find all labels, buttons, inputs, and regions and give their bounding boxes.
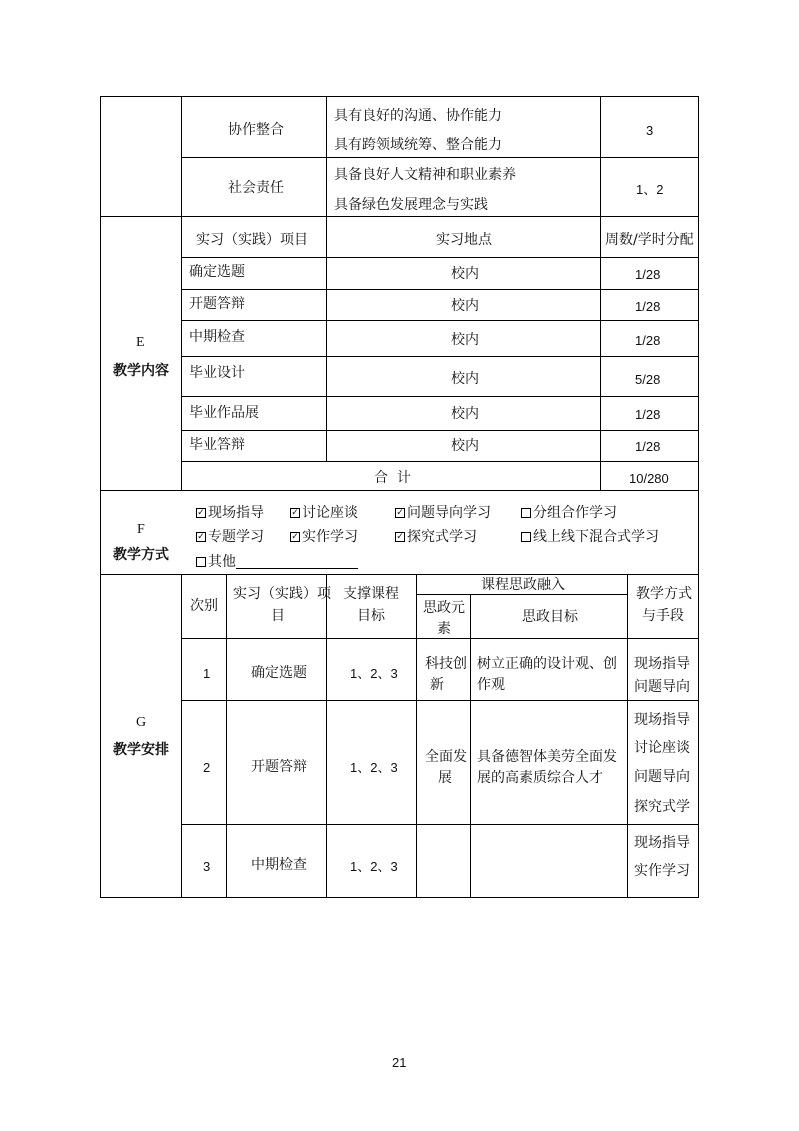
page-number: 21 [392, 1055, 407, 1070]
row-divider [181, 157, 699, 158]
checkbox-checked-icon [290, 508, 300, 518]
table-cell: 确定选题 [251, 665, 307, 681]
table-cell: 1、2、3 [350, 666, 398, 681]
table-cell: 1/28 [635, 407, 661, 422]
method-option: 分组合作学习 [521, 506, 617, 520]
table-cell: 作观 [477, 677, 505, 693]
ability-item: 社会责任 [228, 180, 284, 196]
table-cell: 现场指导 [634, 656, 690, 672]
table-cell: 1/28 [635, 267, 661, 282]
section-letter: F [137, 522, 145, 537]
table-cell: 现场指导 [634, 712, 690, 728]
table-cell: 中期检查 [251, 857, 307, 873]
method-option: ✓ 讨论座谈 [290, 506, 358, 520]
table-cell: 校内 [451, 438, 479, 454]
table-cell: 1、2、3 [350, 859, 398, 874]
table-cell: 1/28 [635, 439, 661, 454]
blank-underline [236, 556, 358, 569]
table-border-right [698, 96, 699, 898]
table-cell: 新 [430, 677, 444, 693]
col-divider [181, 96, 182, 491]
method-option: ✓专题学习 [196, 530, 264, 544]
support-target: 1、2 [636, 182, 664, 197]
col-divider [326, 96, 327, 462]
table-cell: 校内 [451, 298, 479, 314]
column-header: 目 [271, 608, 285, 624]
table-cell: 2 [203, 760, 211, 775]
table-cell: 探究式学 [634, 799, 690, 815]
section-label: 教学方式 [113, 547, 169, 563]
row-divider [181, 356, 699, 357]
ideology-header-divider [416, 594, 627, 595]
total-label: 合 计 [374, 470, 411, 486]
total-value: 10/280 [629, 471, 669, 486]
checkbox-empty-icon [521, 532, 531, 542]
column-header: 实习（实践）项目 [196, 232, 308, 248]
column-header: 教学方式 [636, 586, 692, 602]
row-divider [181, 257, 699, 258]
section-f-top [100, 490, 699, 491]
table-cell: 毕业设计 [189, 365, 245, 381]
column-header: 思政目标 [522, 609, 578, 625]
col-divider [627, 574, 628, 898]
checkbox-checked-icon [290, 532, 300, 542]
section-e-top [100, 216, 699, 217]
table-cell: 全面发 [425, 749, 467, 765]
table-border-left [100, 96, 101, 898]
section-letter: E [136, 335, 145, 350]
row-divider [181, 461, 699, 462]
table-cell: 展的高素质综合人才 [477, 770, 603, 786]
col-divider [600, 96, 601, 491]
section-label: 教学安排 [113, 742, 169, 758]
column-header: 目标 [357, 608, 385, 624]
column-header: 与手段 [642, 608, 684, 624]
method-option: ✓ 探究式学习 [395, 530, 477, 544]
column-header: 实习（实践）项 [233, 586, 331, 602]
row-divider [181, 700, 699, 701]
table-cell: 开题答辩 [189, 296, 245, 312]
col-divider [326, 574, 327, 898]
table-cell: 问题导向 [634, 679, 690, 695]
checkbox-checked-icon [196, 532, 206, 542]
checkbox-checked-icon [395, 532, 405, 542]
table-cell: 开题答辩 [251, 759, 307, 775]
table-cell: 现场指导 [634, 835, 690, 851]
col-divider [416, 574, 417, 898]
row-divider [181, 320, 699, 321]
ability-description: 具有良好的沟通、协作能力 [334, 108, 502, 124]
checkbox-empty-icon [196, 557, 206, 567]
method-option: ✓现场指导 [196, 506, 264, 520]
table-cell: 具备德智体美劳全面发 [477, 749, 617, 765]
checkbox-empty-icon [521, 508, 531, 518]
table-cell: 1、2、3 [350, 760, 398, 775]
method-option: 线上线下混合式学习 [521, 530, 659, 544]
table-cell: 讨论座谈 [634, 740, 690, 756]
col-divider [226, 574, 227, 898]
section-letter: G [136, 715, 147, 730]
table-cell: 确定选题 [189, 264, 245, 280]
table-cell: 树立正确的设计观、创 [477, 656, 617, 672]
table-cell: 1/28 [635, 299, 661, 314]
checkbox-checked-icon [196, 508, 206, 518]
table-cell: 3 [203, 859, 211, 874]
table-border-bottom [100, 897, 699, 898]
column-header: 周数/学时分配 [605, 232, 694, 248]
row-divider [181, 824, 699, 825]
column-header: 支撑课程 [343, 586, 399, 602]
table-cell: 问题导向 [634, 769, 690, 785]
ability-description: 具有跨领域统筹、整合能力 [334, 137, 502, 153]
column-header: 素 [437, 621, 451, 637]
checkbox-checked-icon [395, 508, 405, 518]
support-target: 3 [646, 123, 654, 138]
ability-description: 具备绿色发展理念与实践 [334, 197, 488, 213]
section-label: 教学内容 [113, 363, 169, 379]
column-header: 思政元 [423, 600, 465, 616]
row-divider [181, 289, 699, 290]
section-g-top [100, 574, 699, 575]
method-option-other: 其他 [196, 555, 358, 569]
method-option: ✓ 问题导向学习 [395, 506, 491, 520]
row-divider [181, 638, 699, 639]
column-header: 实习地点 [436, 232, 492, 248]
table-cell: 1/28 [635, 333, 661, 348]
table-cell: 毕业作品展 [189, 405, 259, 421]
row-divider [181, 430, 699, 431]
ability-description: 具备良好人文精神和职业素养 [334, 167, 516, 183]
table-cell: 校内 [451, 406, 479, 422]
column-header: 次别 [190, 598, 218, 614]
table-cell: 校内 [451, 371, 479, 387]
table-border-top [100, 96, 699, 97]
table-cell: 实作学习 [634, 863, 690, 879]
table-cell: 毕业答辩 [189, 437, 245, 453]
table-cell: 校内 [451, 332, 479, 348]
col-divider [470, 594, 471, 898]
table-cell: 校内 [451, 266, 479, 282]
table-cell: 1 [203, 666, 211, 681]
row-divider [181, 396, 699, 397]
table-cell: 中期检查 [189, 329, 245, 345]
column-header: 课程思政融入 [481, 577, 565, 593]
ability-item: 协作整合 [228, 122, 284, 138]
table-cell: 展 [438, 770, 452, 786]
col-divider [181, 574, 182, 898]
table-cell: 科技创 [425, 656, 467, 672]
method-option: ✓ 实作学习 [290, 530, 358, 544]
table-cell: 5/28 [635, 372, 661, 387]
